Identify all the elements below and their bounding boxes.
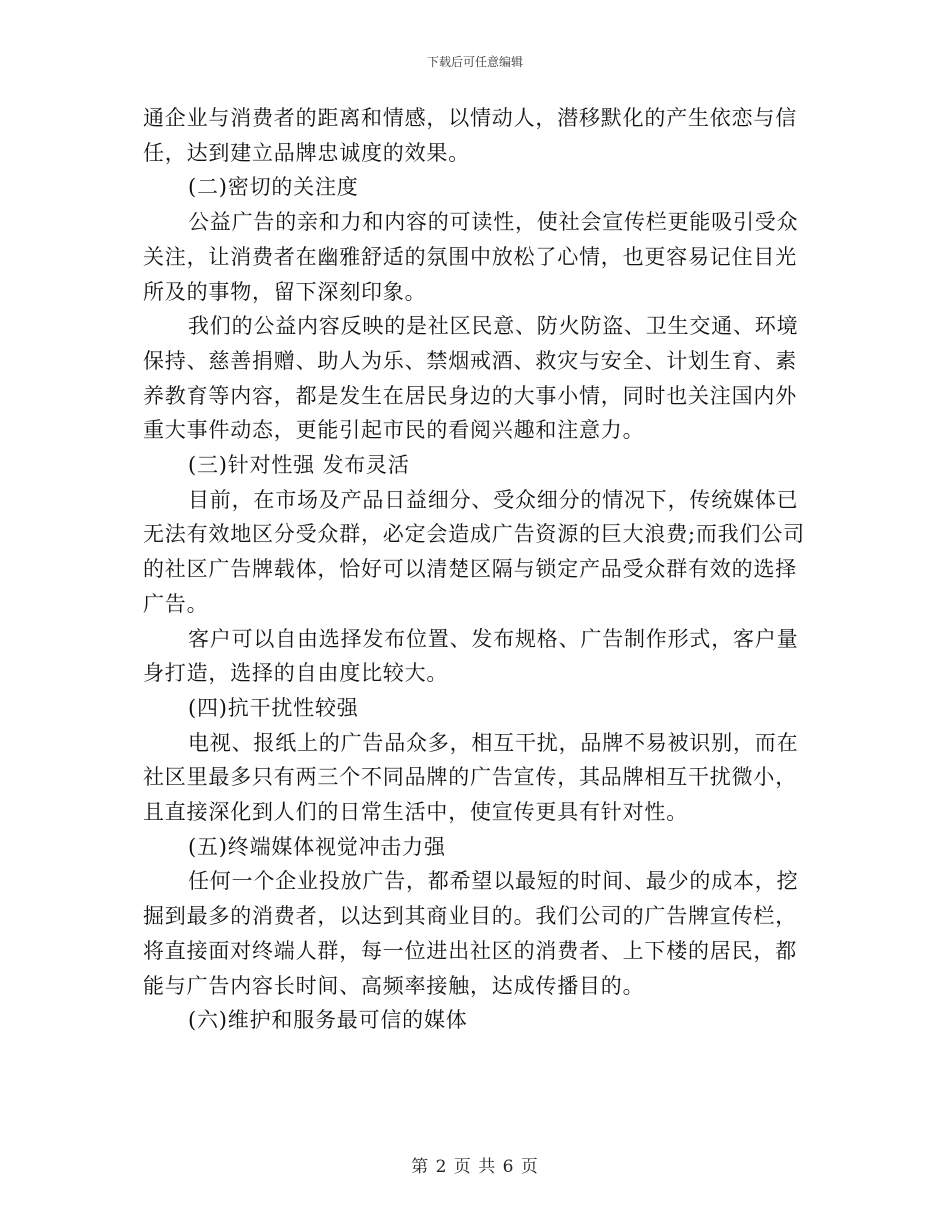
paragraph-11: 任何一个企业投放广告，都希望以最短的时间、最少的成本，挖掘到最多的消费者，以达到其商业目的。我们公司的广告牌宣传栏，将直接面对终端人群，每一位进出社区的消费者、上下楼的居民，都能与广告内容长时间、高频率接触，达成传播目的。 <box>143 869 799 998</box>
paragraph-9: 电视、报纸上的广告品众多，相互干扰，品牌不易被识别，而在社区里最多只有两三个不同品牌的广告宣传，其品牌相互干扰微小，且直接深化到人们的日常生活中，使宣传更具有针对性。 <box>143 730 799 825</box>
paragraph-3: 公益广告的亲和力和内容的可读性，使社会宣传栏更能吸引受众关注，让消费者在幽雅舒适的氛围中放松了心情，也更容易记住目光所及的事物，留下深刻印象。 <box>143 210 799 304</box>
section-heading-2: (二)密切的关注度 <box>188 175 359 200</box>
paragraph-4: 我们的公益内容反映的是社区民意、防火防盗、卫生交通、环境保持、慈善捐赠、助人为乐、禁烟戒酒、救灾与安全、计划生育、素养教育等内容，都是发生在居民身边的大事小情，同时也关注国内外重大事件动态，更能引起市民的看阅兴趣和注意力。 <box>143 314 799 443</box>
section-heading-5: (五)终端媒体视觉冲击力强 <box>188 834 446 859</box>
section-heading-6: (六)维护和服务最可信的媒体 <box>188 1008 468 1033</box>
paragraph-6: 目前，在市场及产品日益细分、受众细分的情况下，传统媒体已无法有效地区分受众群，必定会造成广告资源的巨大浪费;而我们公司的社区广告牌载体，恰好可以清楚区隔与锁定产品受众群有效的选择广告。 <box>143 487 805 616</box>
paragraph-1: 通企业与消费者的距离和情感，以情动人，潜移默化的产生依恋与信任，达到建立品牌忠诚度的效果。 <box>143 106 797 165</box>
section-heading-4: (四)抗干扰性较强 <box>188 695 359 720</box>
paragraph-7: 客户可以自由选择发布位置、发布规格、广告制作形式，客户量身打造，选择的自由度比较大。 <box>143 626 799 686</box>
page-footer: 第 2 页 共 6 页 <box>411 1157 539 1177</box>
document-body <box>143 101 809 1038</box>
page-header: 下载后可任意编辑 <box>426 55 523 69</box>
section-heading-3: (三)针对性强 发布灵活 <box>188 453 410 478</box>
